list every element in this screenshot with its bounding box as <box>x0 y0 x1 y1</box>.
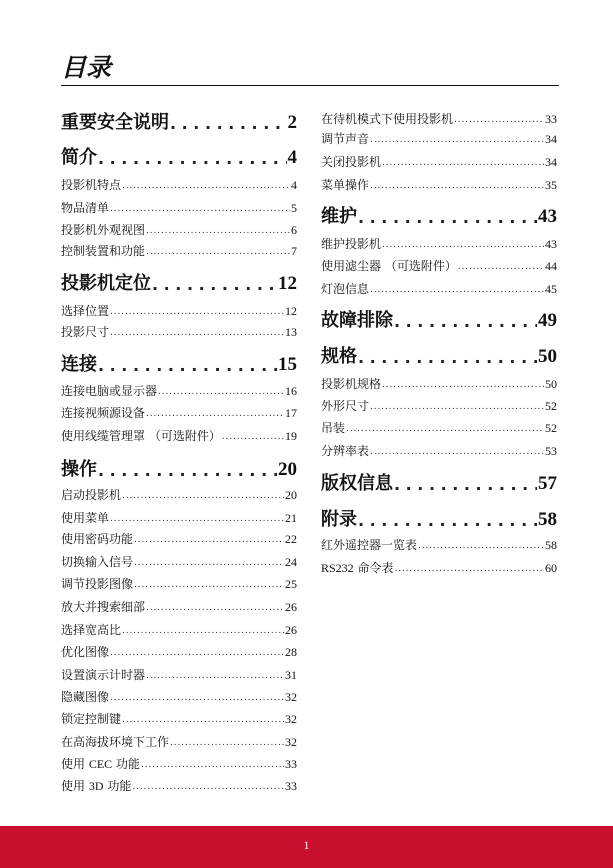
toc-entry-label: 投影尺寸 <box>61 325 110 339</box>
dot-leader <box>134 533 284 547</box>
toc-entry-page-number: 19 <box>285 429 297 443</box>
toc-entry-page-number: 5 <box>291 201 297 215</box>
toc-section-entry[interactable] <box>61 405 297 421</box>
toc-entry-label: 控制装置和功能 <box>61 244 146 258</box>
toc-section-entry[interactable] <box>321 398 557 414</box>
dot-leader <box>152 274 277 296</box>
dot-leader <box>382 156 544 170</box>
dot-leader <box>358 347 537 369</box>
dot-leader <box>170 113 287 135</box>
toc-entry-label: 红外遥控器一览表 <box>321 538 418 552</box>
toc-entry-label: 附录 <box>321 509 357 530</box>
toc-entry-label: 外形尺寸 <box>321 399 370 413</box>
toc-entry-label: 放大并搜索细部 <box>61 600 146 614</box>
toc-section-entry[interactable] <box>321 154 557 170</box>
toc-entry-page-number: 4 <box>291 178 297 192</box>
toc-section-entry[interactable] <box>321 560 557 576</box>
dot-leader <box>110 512 284 526</box>
toc-entry-label: 菜单操作 <box>321 178 370 192</box>
toc-entry-page-number: 7 <box>291 244 297 258</box>
toc-entry-label: 使用 CEC 功能 <box>61 757 140 771</box>
page-title: 目录 <box>61 53 112 82</box>
dot-leader <box>141 758 284 772</box>
toc-section-entry[interactable] <box>61 689 297 705</box>
toc-chapter-entry[interactable] <box>321 345 557 369</box>
toc-entry-page-number: 6 <box>291 223 297 237</box>
dot-leader <box>395 562 544 576</box>
dot-leader <box>98 355 277 377</box>
toc-entry-page-number: 50 <box>538 346 557 367</box>
toc-entry-page-number: 15 <box>278 354 297 375</box>
toc-entry-label: 使用密码功能 <box>61 532 134 546</box>
toc-entry-page-number: 43 <box>538 206 557 227</box>
toc-entry-label: 连接电脑或显示器 <box>61 384 158 398</box>
toc-entry-label: 使用菜单 <box>61 511 110 525</box>
toc-entry-page-number: 25 <box>285 577 297 591</box>
toc-entry-label: 灯泡信息 <box>321 282 370 296</box>
toc-entry-page-number: 13 <box>285 325 297 339</box>
dot-leader <box>122 489 284 503</box>
toc-section-entry[interactable] <box>61 243 297 259</box>
toc-entry-page-number: 57 <box>538 473 557 494</box>
dot-leader <box>394 311 537 333</box>
toc-entry-label: 版权信息 <box>321 473 393 494</box>
toc-entry-label: 调节声音 <box>321 132 370 146</box>
toc-entry-page-number: 32 <box>285 735 297 749</box>
toc-entry-label: 简介 <box>61 147 97 168</box>
toc-entry-label: RS232 命令表 <box>321 561 394 575</box>
toc-entry-page-number: 26 <box>285 623 297 637</box>
toc-entry-label: 连接视频源设备 <box>61 406 146 420</box>
toc-entry-page-number: 2 <box>287 112 297 133</box>
toc-section-entry[interactable] <box>321 537 557 553</box>
toc-section-entry[interactable] <box>61 200 297 216</box>
toc-section-entry[interactable] <box>321 420 557 436</box>
toc-entry-page-number: 12 <box>278 273 297 294</box>
toc-entry-page-number: 50 <box>545 377 557 391</box>
dot-leader <box>110 646 284 660</box>
toc-entry-page-number: 22 <box>285 532 297 546</box>
toc-section-entry[interactable] <box>61 576 297 592</box>
toc-entry-label: 故障排除 <box>321 310 393 331</box>
dot-leader <box>110 691 284 705</box>
toc-chapter-entry[interactable] <box>321 309 557 333</box>
toc-section-entry[interactable] <box>61 554 297 570</box>
toc-entry-page-number: 20 <box>285 488 297 502</box>
toc-entry-label: 连接 <box>61 354 97 375</box>
toc-entry-page-number: 49 <box>538 310 557 331</box>
toc-chapter-entry[interactable] <box>61 146 297 170</box>
dot-leader <box>146 224 290 238</box>
toc-entry-label: 规格 <box>321 346 357 367</box>
toc-entry-page-number: 16 <box>285 384 297 398</box>
toc-section-entry[interactable] <box>61 734 297 750</box>
toc-entry-page-number: 35 <box>545 178 557 192</box>
toc-entry-label: 调节投影图像 <box>61 577 134 591</box>
toc-entry-page-number: 34 <box>545 132 557 146</box>
toc-section-entry[interactable] <box>321 111 557 127</box>
toc-entry-page-number: 52 <box>545 399 557 413</box>
toc-entry-page-number: 43 <box>545 237 557 251</box>
toc-section-entry[interactable] <box>61 667 297 683</box>
toc-entry-page-number: 32 <box>285 712 297 726</box>
toc-section-entry[interactable] <box>61 383 297 399</box>
toc-section-entry[interactable] <box>61 711 297 727</box>
dot-leader <box>382 238 544 252</box>
dot-leader <box>370 133 544 147</box>
footer-bar <box>0 826 613 868</box>
toc-entry-label: 吊装 <box>321 421 346 435</box>
footer-page-number: 1 <box>303 838 310 852</box>
toc-section-entry[interactable] <box>321 258 557 274</box>
dot-leader <box>370 445 544 459</box>
toc-entry-label: 投影机特点 <box>61 178 122 192</box>
dot-leader <box>134 556 284 570</box>
toc-chapter-entry[interactable] <box>61 458 297 482</box>
toc-section-entry[interactable] <box>61 324 297 340</box>
dot-leader <box>358 510 537 532</box>
toc-entry-label: 锁定控制键 <box>61 712 122 726</box>
toc-entry-page-number: 52 <box>545 421 557 435</box>
toc-section-entry[interactable] <box>321 281 557 297</box>
toc-chapter-entry[interactable] <box>321 205 557 229</box>
dot-leader <box>146 601 284 615</box>
toc-chapter-entry[interactable] <box>61 272 297 296</box>
toc-entry-page-number: 33 <box>545 112 557 126</box>
dot-leader <box>170 736 284 750</box>
toc-section-entry[interactable] <box>61 531 297 547</box>
toc-section-entry[interactable] <box>61 303 297 319</box>
toc-section-entry[interactable] <box>61 644 297 660</box>
dot-leader <box>370 283 544 297</box>
toc-entry-label: 维护投影机 <box>321 237 382 251</box>
toc-entry-label: 投影机定位 <box>61 273 151 294</box>
dot-leader <box>382 378 544 392</box>
dot-leader <box>370 400 544 414</box>
toc-entry-page-number: 53 <box>545 444 557 458</box>
toc-section-entry[interactable] <box>61 177 297 193</box>
toc-section-entry[interactable] <box>321 177 557 193</box>
toc-entry-page-number: 58 <box>545 538 557 552</box>
toc-chapter-entry[interactable] <box>321 472 557 496</box>
toc-section-entry[interactable] <box>61 599 297 615</box>
dot-leader <box>110 326 284 340</box>
dot-leader <box>370 179 544 193</box>
toc-entry-page-number: 24 <box>285 555 297 569</box>
toc-entry-label: 切换输入信号 <box>61 555 134 569</box>
toc-entry-label: 重要安全说明 <box>61 112 169 133</box>
toc-entry-page-number: 45 <box>545 282 557 296</box>
dot-leader <box>158 385 284 399</box>
dot-leader <box>222 430 284 444</box>
toc-entry-page-number: 28 <box>285 645 297 659</box>
dot-leader <box>98 148 287 170</box>
toc-entry-page-number: 17 <box>285 406 297 420</box>
toc-entry-label: 在待机模式下使用投影机 <box>321 112 454 126</box>
toc-entry-page-number: 33 <box>285 779 297 793</box>
toc-entry-label: 在高海拔环境下工作 <box>61 735 170 749</box>
dot-leader <box>98 460 277 482</box>
dot-leader <box>454 113 544 127</box>
toc-section-entry[interactable] <box>61 487 297 503</box>
dot-leader <box>146 245 290 259</box>
toc-section-entry[interactable] <box>321 443 557 459</box>
toc-entry-label: 使用线缆管理罩 （可选附件） <box>61 429 221 443</box>
toc-chapter-entry[interactable] <box>61 353 297 377</box>
dot-leader <box>418 539 544 553</box>
toc-section-entry[interactable] <box>321 376 557 392</box>
toc-chapter-entry[interactable] <box>321 508 557 532</box>
toc-entry-page-number: 34 <box>545 155 557 169</box>
toc-entry-label: 投影机规格 <box>321 377 382 391</box>
toc-entry-page-number: 21 <box>285 511 297 525</box>
toc-entry-page-number: 32 <box>285 690 297 704</box>
dot-leader <box>346 422 544 436</box>
dot-leader <box>110 202 290 216</box>
toc-section-entry[interactable] <box>61 222 297 238</box>
toc-entry-label: 设置演示计时器 <box>61 668 146 682</box>
dot-leader <box>122 179 290 193</box>
toc-section-entry[interactable] <box>61 510 297 526</box>
title-rule <box>61 85 559 86</box>
dot-leader <box>358 207 537 229</box>
toc-entry-label: 投影机外观视图 <box>61 223 146 237</box>
toc-entry-page-number: 60 <box>545 561 557 575</box>
dot-leader <box>122 713 284 727</box>
toc-section-entry[interactable] <box>61 778 297 794</box>
dot-leader <box>122 624 284 638</box>
toc-entry-label: 维护 <box>321 206 357 227</box>
toc-entry-page-number: 4 <box>287 147 297 168</box>
toc-entry-label: 物品清单 <box>61 201 110 215</box>
toc-section-entry[interactable] <box>321 236 557 252</box>
toc-entry-page-number: 58 <box>538 509 557 530</box>
toc-entry-label: 关闭投影机 <box>321 155 382 169</box>
toc-entry-page-number: 12 <box>285 304 297 318</box>
toc-entry-label: 操作 <box>61 459 97 480</box>
toc-entry-label: 优化图像 <box>61 645 110 659</box>
dot-leader <box>110 305 284 319</box>
toc-entry-label: 使用滤尘器 （可选附件） <box>321 259 457 273</box>
toc-entry-label: 使用 3D 功能 <box>61 779 132 793</box>
dot-leader <box>146 407 284 421</box>
dot-leader <box>146 669 284 683</box>
toc-section-entry[interactable] <box>61 756 297 772</box>
toc-section-entry[interactable] <box>61 428 297 444</box>
toc-entry-label: 选择位置 <box>61 304 110 318</box>
toc-entry-page-number: 20 <box>278 459 297 480</box>
dot-leader <box>394 474 537 496</box>
dot-leader <box>458 260 544 274</box>
dot-leader <box>134 578 284 592</box>
toc-entry-page-number: 31 <box>285 668 297 682</box>
toc-section-entry[interactable] <box>61 622 297 638</box>
toc-chapter-entry[interactable] <box>61 111 297 135</box>
toc-entry-page-number: 26 <box>285 600 297 614</box>
toc-entry-page-number: 44 <box>545 259 557 273</box>
toc-entry-label: 选择宽高比 <box>61 623 122 637</box>
toc-entry-label: 启动投影机 <box>61 488 122 502</box>
toc-entry-label: 分辨率表 <box>321 444 370 458</box>
dot-leader <box>132 780 284 794</box>
toc-entry-label: 隐藏图像 <box>61 690 110 704</box>
toc-section-entry[interactable] <box>321 131 557 147</box>
toc-entry-page-number: 33 <box>285 757 297 771</box>
